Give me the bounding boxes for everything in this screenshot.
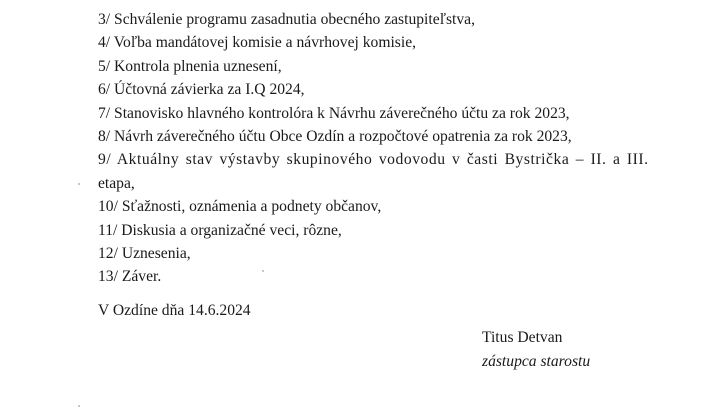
- agenda-item-7: 7/ Stanovisko hlavného kontrolóra k Návrhu záverečného účtu za rok 2023,: [98, 104, 570, 122]
- agenda-item-4: 4/ Voľba mandátovej komisie a návrhovej komisie,: [98, 34, 417, 52]
- place-and-date: V Ozdíne dňa 14.6.2024: [98, 302, 251, 319]
- scan-speck: [262, 270, 264, 272]
- signatory-role: zástupca starostu: [482, 353, 591, 370]
- agenda-item-12: 12/ Uznesenia,: [98, 244, 191, 262]
- agenda-item-11: 11/ Diskusia a organizačné veci, rôzne,: [98, 221, 342, 239]
- signatory-name: Titus Detvan: [482, 329, 563, 346]
- scan-speck: [78, 405, 80, 407]
- agenda-item-9: 9/ Aktuálny stav výstavby skupinového vodovodu v časti Bystrička – II. a III.: [98, 151, 649, 169]
- agenda-item-8: 8/ Návrh záverečného účtu Obce Ozdín a rozpočtové opatrenia za rok 2023,: [98, 127, 572, 145]
- agenda-item-6: 6/ Účtovná závierka za I.Q 2024,: [98, 81, 305, 99]
- agenda-item-9-continuation: etapa,: [98, 174, 135, 192]
- scan-speck: [78, 183, 80, 185]
- agenda-item-13: 13/ Záver.: [98, 268, 162, 286]
- agenda-list: [98, 8, 649, 289]
- agenda-item-10: 10/ Sťažnosti, oznámenia a podnety občanov,: [98, 198, 382, 216]
- agenda-item-5: 5/ Kontrola plnenia uznesení,: [98, 57, 282, 75]
- signature-block: [482, 326, 590, 374]
- agenda-item-3: 3/ Schválenie programu zasadnutia obecného zastupiteľstva,: [98, 11, 475, 28]
